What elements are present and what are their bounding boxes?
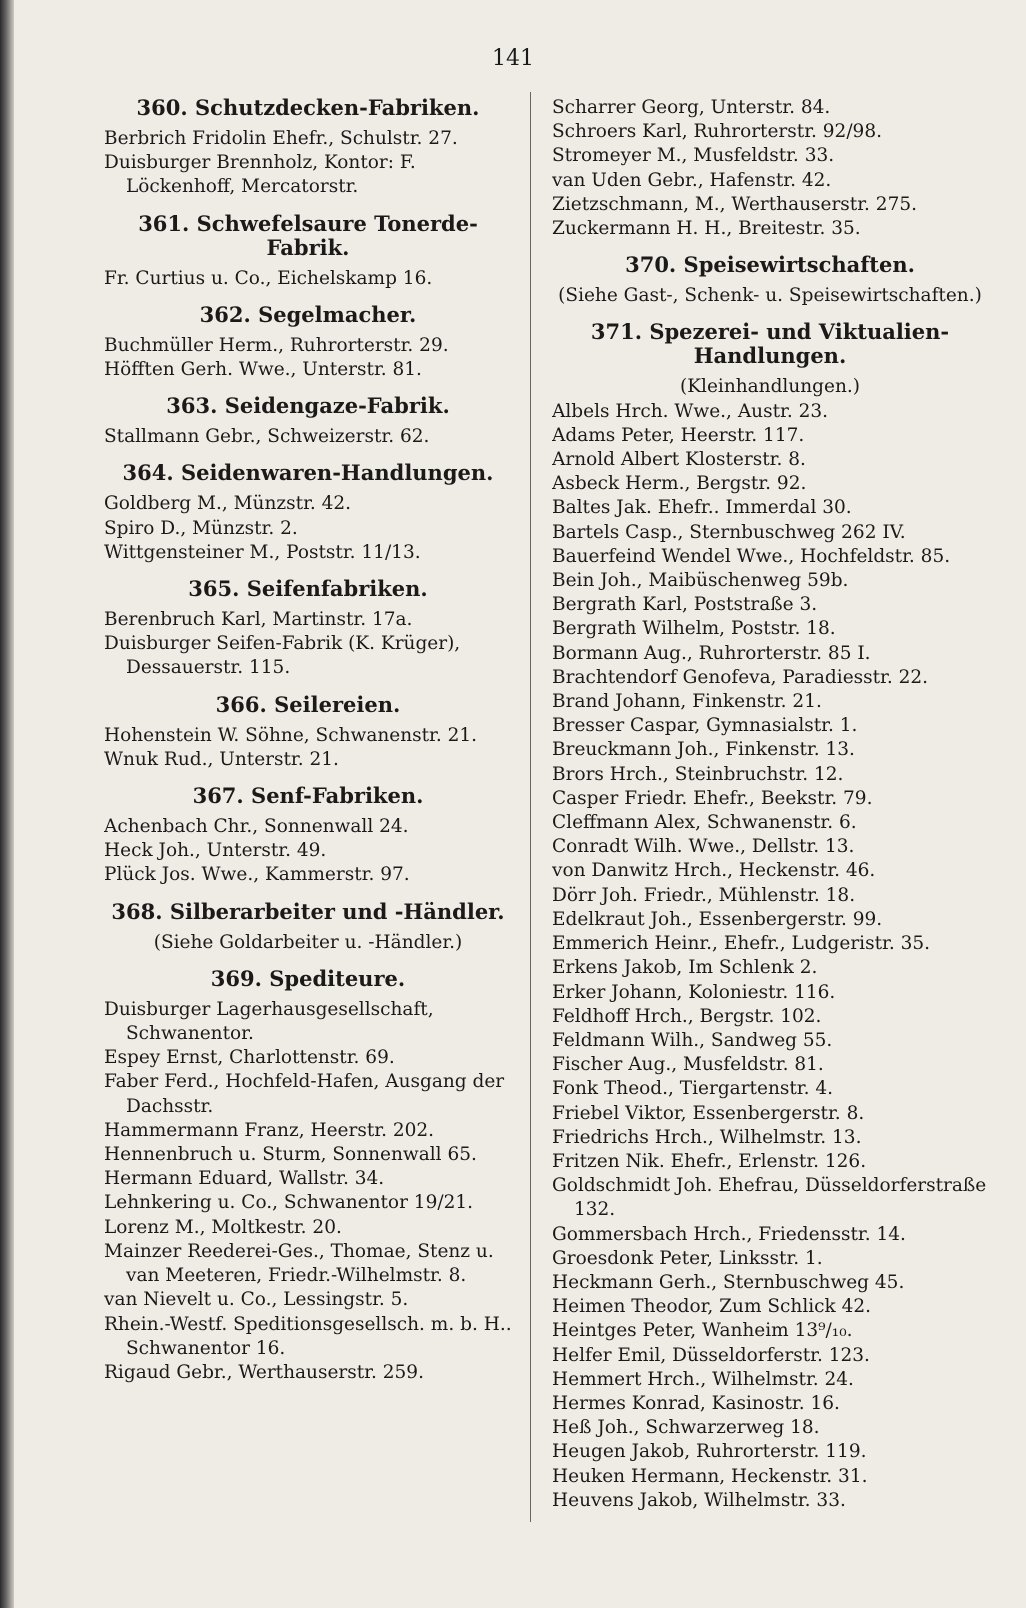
list-item: Erkens Jakob, Im Schlenk 2. <box>552 957 818 979</box>
list-item: Heckmann Gerh., Sternbuschweg 45. <box>552 1271 905 1293</box>
list-item: Heuken Hermann, Heckenstr. 31. <box>552 1465 868 1487</box>
list-item: Heß Joh., Schwarzerweg 18. <box>552 1417 820 1439</box>
list-item: Faber Ferd., Hochfeld-Hafen, Ausgang der Dachsstr. <box>104 1071 505 1117</box>
list-item: Emmerich Heinr., Ehefr., Ludgeristr. 35. <box>552 933 931 955</box>
list-item: Breuckmann Joh., Finkenstr. 13. <box>552 739 855 761</box>
page-binding-shadow <box>0 0 14 1608</box>
list-item: Höfften Gerh. Wwe., Unterstr. 81. <box>104 359 422 381</box>
section-heading-362: 362. Segelmacher. <box>199 301 417 327</box>
list-item: Helfer Emil, Düsseldorferstr. 123. <box>552 1344 870 1366</box>
list-item: Berenbruch Karl, Martinstr. 17a. <box>104 609 413 631</box>
section-heading-361: 361. Schwefelsaure Tonerde-Fabrik. <box>138 210 478 260</box>
list-item: Scharrer Georg, Unterstr. 84. <box>552 97 831 118</box>
section-heading-370: 370. Speisewirtschaften. <box>625 252 915 278</box>
list-item: Adams Peter, Heerstr. 117. <box>552 424 805 446</box>
list-item: Zuckermann H. H., Breitestr. 35. <box>552 218 861 240</box>
list-item: Fritzen Nik. Ehefr., Erlenstr. 126. <box>552 1150 867 1172</box>
list-item: Hemmert Hrch., Wilhelmstr. 24. <box>552 1368 854 1390</box>
list-item: von Danwitz Hrch., Heckenstr. 46. <box>552 860 876 882</box>
section-heading-364: 364. Seidenwaren-Handlungen. <box>122 460 494 486</box>
cross-reference-note: (Siehe Goldarbeiter u. -Händler.) <box>153 931 463 953</box>
list-item: Friedrichs Hrch., Wilhelmstr. 13. <box>552 1126 862 1148</box>
list-item: Feldhoff Hrch., Bergstr. 102. <box>552 1005 822 1027</box>
list-item: Achenbach Chr., Sonnenwall 24. <box>104 816 409 838</box>
right-column <box>552 96 988 1513</box>
section-371-list <box>552 400 988 1513</box>
list-item: Rhein.-Westf. Speditionsgesellsch. m. b. H.. Schwanentor 16. <box>104 1313 512 1359</box>
list-item: Heck Joh., Unterstr. 49. <box>104 840 327 862</box>
list-item: Asbeck Herm., Bergstr. 92. <box>552 473 807 495</box>
section-heading-366: 366. Seilereien. <box>215 691 401 717</box>
section-heading-368: 368. Silberarbeiter und -Händler. <box>111 898 505 924</box>
list-item: Albels Hrch. Wwe., Austr. 23. <box>552 400 829 422</box>
list-item: Baltes Jak. Ehefr.. Immerdal 30. <box>552 497 852 519</box>
list-item: Conradt Wilh. Wwe., Dellstr. 13. <box>552 836 855 858</box>
list-item: Goldschmidt Joh. Ehefrau, Düsseldorferstraße 132. <box>552 1175 987 1221</box>
list-item: Bein Joh., Maibüschenweg 59b. <box>552 570 849 592</box>
list-item: Wittgensteiner M., Poststr. 11/13. <box>104 541 421 563</box>
list-item: Hermes Konrad, Kasinostr. 16. <box>552 1392 840 1414</box>
list-item: Mainzer Reederei-Ges., Thomae, Stenz u. van Meeteren, Friedr.-Wilhelmstr. 8. <box>104 1240 494 1287</box>
section-subtitle: (Kleinhandlungen.) <box>680 376 860 398</box>
list-item: Bormann Aug., Ruhrorterstr. 85 I. <box>552 642 871 664</box>
list-item: Friebel Viktor, Essenbergerstr. 8. <box>552 1102 865 1124</box>
list-item: Arnold Albert Klosterstr. 8. <box>552 449 806 471</box>
list-item: Berbrich Fridolin Ehefr., Schulstr. 27. <box>104 128 458 149</box>
list-item: Brachtendorf Genofeva, Paradiesstr. 22. <box>552 666 929 688</box>
list-item: Feldmann Wilh., Sandweg 55. <box>552 1029 833 1051</box>
list-item: Brand Johann, Finkenstr. 21. <box>552 691 822 713</box>
list-item: Edelkraut Joh., Essenbergerstr. 99. <box>552 908 883 930</box>
list-item: Duisburger Seifen-Fabrik (K. Krüger), Dessauerstr. 115. <box>104 633 461 679</box>
list-item: Heimen Theodor, Zum Schlick 42. <box>552 1296 872 1318</box>
list-item: Rigaud Gebr., Werthauserstr. 259. <box>104 1361 424 1383</box>
list-item: Gommersbach Hrch., Friedensstr. 14. <box>552 1223 906 1245</box>
list-item: Plück Jos. Wwe., Kammerstr. 97. <box>104 864 410 886</box>
list-item: Heugen Jakob, Ruhrorterstr. 119. <box>552 1441 867 1463</box>
list-item: Casper Friedr. Ehefr., Beekstr. 79. <box>552 787 873 809</box>
list-item: Goldberg M., Münzstr. 42. <box>104 493 352 515</box>
list-item: Lorenz M., Moltkestr. 20. <box>104 1216 342 1238</box>
list-item: Heuvens Jakob, Wilhelmstr. 33. <box>552 1489 846 1511</box>
list-item: van Nievelt u. Co., Lessingstr. 5. <box>104 1289 409 1311</box>
section-heading-367: 367. Senf-Fabriken. <box>192 783 424 809</box>
list-item: Hermann Eduard, Wallstr. 34. <box>104 1168 385 1190</box>
list-item: Bresser Caspar, Gymnasialstr. 1. <box>552 715 858 737</box>
list-item: Bauerfeind Wendel Wwe., Hochfeldstr. 85. <box>552 545 951 567</box>
list-item: Stromeyer M., Musfeldstr. 33. <box>552 145 835 167</box>
list-item: Duisburger Brennholz, Kontor: F. Löckenhoff, Mercatorstr. <box>104 152 416 198</box>
list-item: Spiro D., Münzstr. 2. <box>104 517 298 539</box>
list-item: Bergrath Wilhelm, Poststr. 18. <box>552 618 836 640</box>
list-item: Espey Ernst, Charlottenstr. 69. <box>104 1047 395 1069</box>
section-heading-360: 360. Schutzdecken-Fabriken. <box>136 95 480 120</box>
list-item: Heintges Peter, Wanheim 13⁹/₁₀. <box>552 1320 853 1342</box>
list-item: Schroers Karl, Ruhrorterstr. 92/98. <box>552 121 882 143</box>
list-item: Hennenbruch u. Sturm, Sonnenwall 65. <box>104 1144 477 1166</box>
section-heading-363: 363. Seidengaze-Fabrik. <box>166 393 450 419</box>
section-heading-369: 369. Spediteure. <box>210 965 406 991</box>
list-item: Hammermann Franz, Heerstr. 202. <box>104 1119 435 1141</box>
list-item: Erker Johann, Koloniestr. 116. <box>552 981 836 1003</box>
list-item: Duisburger Lagerhausgesellschaft, Schwanentor. <box>104 998 434 1045</box>
left-column <box>104 96 512 1385</box>
list-item: Fr. Curtius u. Co., Eichelskamp 16. <box>104 267 433 289</box>
section-heading-371: 371. Spezerei- und Viktualien-Handlungen. <box>590 319 950 369</box>
list-item: Lehnkering u. Co., Schwanentor 19/21. <box>104 1192 473 1214</box>
list-item: Groesdonk Peter, Linksstr. 1. <box>552 1247 823 1269</box>
section-heading-365: 365. Seifenfabriken. <box>188 576 428 602</box>
list-item: Cleffmann Alex, Schwanenstr. 6. <box>552 812 857 834</box>
page-number: 141 <box>492 46 534 71</box>
list-item: van Uden Gebr., Hafenstr. 42. <box>552 169 832 191</box>
list-item: Brors Hrch., Steinbruchstr. 12. <box>552 763 844 785</box>
list-item: Zietzschmann, M., Werthauserstr. 275. <box>552 193 917 215</box>
list-item: Dörr Joh. Friedr., Mühlenstr. 18. <box>552 884 856 906</box>
list-item: Wnuk Rud., Unterstr. 21. <box>104 748 339 770</box>
list-item: Fischer Aug., Musfeldstr. 81. <box>552 1054 824 1076</box>
list-item: Stallmann Gebr., Schweizerstr. 62. <box>104 426 430 448</box>
cross-reference-note: (Siehe Gast-, Schenk- u. Speisewirtschaften.) <box>558 285 982 307</box>
column-divider <box>530 92 531 1522</box>
list-item: Buchmüller Herm., Ruhrorterstr. 29. <box>104 334 449 356</box>
list-item: Fonk Theod., Tiergartenstr. 4. <box>552 1078 834 1100</box>
list-item: Hohenstein W. Söhne, Schwanenstr. 21. <box>104 724 478 746</box>
list-item: Bergrath Karl, Poststraße 3. <box>552 594 818 616</box>
list-item: Bartels Casp., Sternbuschweg 262 IV. <box>552 521 906 543</box>
